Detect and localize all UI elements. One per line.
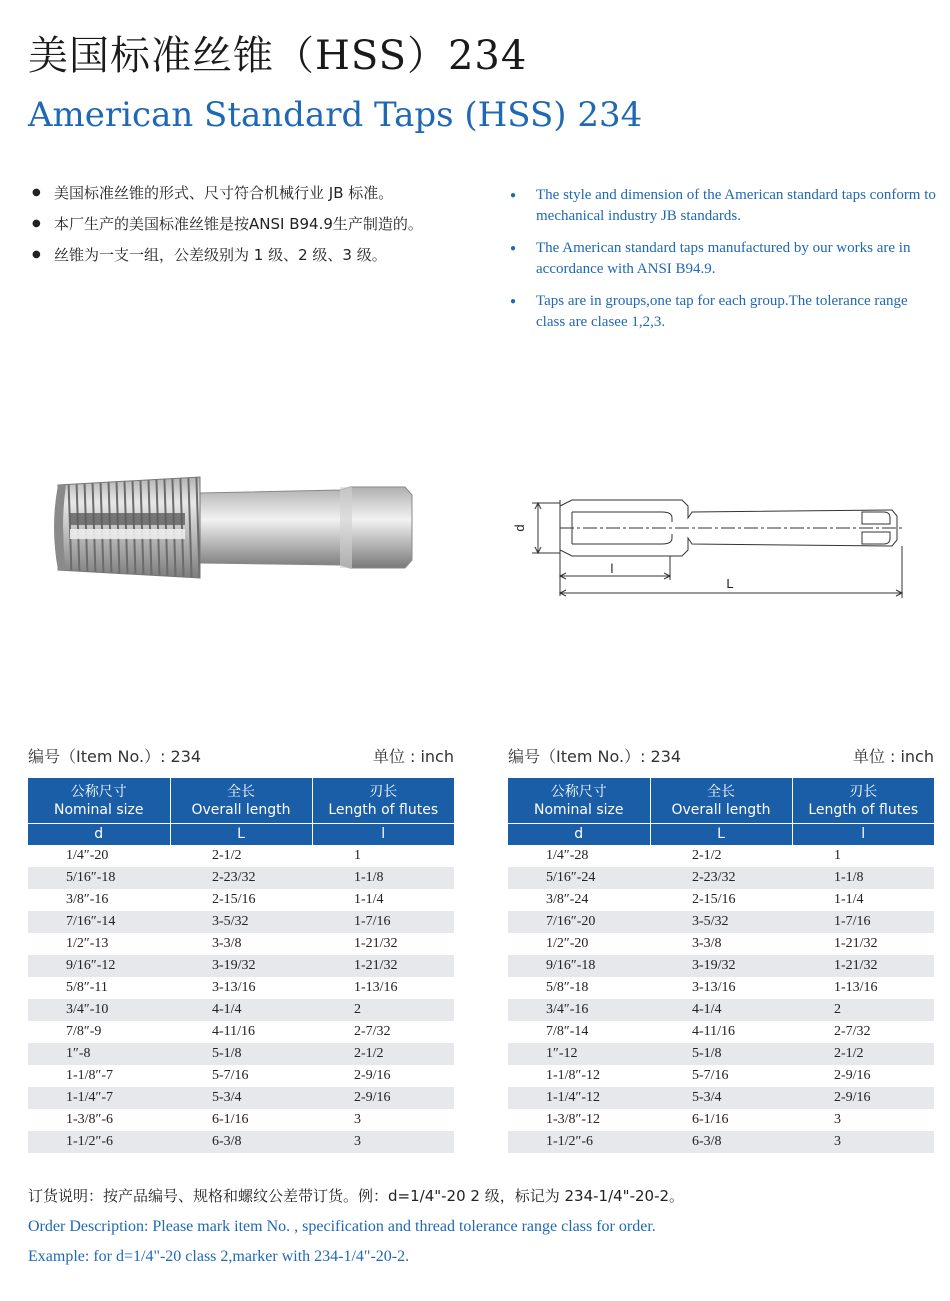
dimension-label-d: d <box>512 524 527 532</box>
unit-label: 单位 : inch <box>852 747 934 766</box>
table-row <box>508 999 934 1021</box>
col-header-flutes: 刃长 Length of flutes <box>792 778 934 824</box>
dimension-label-l: l <box>610 561 614 576</box>
order-example-en: Example: for d=1/4"-20 class 2,marker with 234-1/4"-20-2. <box>28 1248 410 1265</box>
cell-overall-length: 5-3/4 <box>650 1087 792 1109</box>
dimension-label-L: L <box>726 576 734 591</box>
cell-overall-length: 5-3/4 <box>170 1087 312 1109</box>
cell-flute-length: 1-13/16 <box>834 980 878 995</box>
cell-flute-length: 1-1/4 <box>354 892 384 907</box>
cell-flute-length: 1 <box>834 848 841 863</box>
table-row <box>508 889 934 911</box>
cell-nominal-size: 5/8″-11 <box>66 980 108 995</box>
cell-overall-length: 3-3/8 <box>692 936 722 951</box>
cell-flute-length: 2 <box>312 999 454 1021</box>
cell-overall-length: 2-15/16 <box>692 892 736 907</box>
col-symbol-d: d <box>508 824 650 846</box>
table-row <box>508 933 934 955</box>
cell-nominal-size: 7/16″-20 <box>508 911 650 933</box>
cell-flute-length: 3 <box>834 1112 841 1127</box>
cell-overall-length: 3-19/32 <box>170 955 312 977</box>
page-title-en: American Standard Taps (HSS) 234 <box>28 95 643 135</box>
cell-overall-length: 3-13/16 <box>212 980 256 995</box>
col-header-overall: 全长 Overall length <box>170 778 312 824</box>
cell-nominal-size: 3/8″-24 <box>546 892 589 907</box>
table-row <box>508 1043 934 1065</box>
table-row <box>28 1043 454 1065</box>
cell-overall-length: 2-23/32 <box>170 867 312 889</box>
cell-nominal-size: 1-1/8″-12 <box>546 1068 601 1083</box>
cell-overall-length: 5-1/8 <box>170 1043 312 1065</box>
table-row <box>508 845 934 867</box>
cell-nominal-size: 1-1/8″-7 <box>66 1068 114 1083</box>
table-row <box>508 1087 934 1109</box>
item-number-label: 编号（Item No.）: 234 <box>508 747 682 766</box>
cell-nominal-size: 1-1/2″-6 <box>28 1131 170 1153</box>
cell-overall-length: 6-1/16 <box>692 1112 729 1127</box>
order-description-cn: 订货说明：按产品编号、规格和螺纹公差带订货。例：d=1/4"-20 2 级，标记为 234-1/4"-20-2。 <box>28 1187 685 1205</box>
page-title-cn: 美国标准丝锥（HSS）234 <box>28 33 528 79</box>
cell-overall-length: 3-5/32 <box>650 911 792 933</box>
col-symbol-L: L <box>170 824 312 846</box>
table-row <box>508 911 934 933</box>
tap-technical-drawing <box>512 488 912 603</box>
feature-item-cn: ● 美国标准丝锥的形式、尺寸符合机械行业 JB 标准。 <box>28 183 468 203</box>
cell-flute-length: 2-9/16 <box>792 1087 934 1109</box>
cell-overall-length: 4-1/4 <box>170 999 312 1021</box>
cell-flute-length: 1-7/16 <box>792 911 934 933</box>
cell-nominal-size: 5/8″-18 <box>546 980 589 995</box>
table-row <box>508 955 934 977</box>
table-row <box>28 1021 454 1043</box>
cell-nominal-size: 1-1/2″-6 <box>508 1131 650 1153</box>
cell-nominal-size: 7/16″-14 <box>28 911 170 933</box>
cell-overall-length: 5-7/16 <box>212 1068 249 1083</box>
cell-nominal-size: 1-3/8″-12 <box>546 1112 601 1127</box>
cell-nominal-size: 1″-12 <box>508 1043 650 1065</box>
table-row <box>28 845 454 867</box>
table-row <box>28 1087 454 1109</box>
cell-flute-length: 1-7/16 <box>312 911 454 933</box>
cell-flute-length: 2-1/2 <box>792 1043 934 1065</box>
size-table-right <box>508 742 934 1153</box>
table-row <box>28 889 454 911</box>
cell-overall-length: 2-15/16 <box>212 892 256 907</box>
table-row <box>28 933 454 955</box>
feature-item-en: ● The style and dimension of the American standard taps conform to mechanical industry JB standards. <box>508 185 938 227</box>
cell-flute-length: 1-21/32 <box>834 936 878 951</box>
cell-overall-length: 5-7/16 <box>692 1068 729 1083</box>
cell-overall-length: 4-11/16 <box>212 1024 256 1039</box>
cell-flute-length: 1-21/32 <box>792 955 934 977</box>
table-row <box>28 999 454 1021</box>
cell-flute-length: 3 <box>792 1131 934 1153</box>
table-row <box>28 977 454 999</box>
table-row <box>28 1109 454 1131</box>
table-row <box>28 955 454 977</box>
cell-nominal-size: 3/8″-16 <box>66 892 109 907</box>
col-header-nominal: 公称尺寸 Nominal size <box>28 778 170 824</box>
cell-nominal-size: 1/2″-20 <box>546 936 589 951</box>
table-row <box>508 1131 934 1153</box>
col-symbol-l: l <box>792 824 934 846</box>
col-header-nominal: 公称尺寸 Nominal size <box>508 778 650 824</box>
cell-overall-length: 3-13/16 <box>692 980 736 995</box>
table-row <box>28 911 454 933</box>
cell-nominal-size: 3/4″-10 <box>28 999 170 1021</box>
table-row <box>508 1109 934 1131</box>
table-row <box>508 977 934 999</box>
table-row <box>28 1065 454 1087</box>
cell-flute-length: 2-9/16 <box>834 1068 871 1083</box>
cell-nominal-size: 5/16″-24 <box>508 867 650 889</box>
cell-nominal-size: 9/16″-18 <box>508 955 650 977</box>
unit-label: 单位 : inch <box>372 747 454 766</box>
cell-overall-length: 2-1/2 <box>212 848 242 863</box>
size-table <box>508 778 934 1153</box>
cell-nominal-size: 9/16″-12 <box>28 955 170 977</box>
cell-flute-length: 3 <box>312 1131 454 1153</box>
cell-nominal-size: 7/8″-14 <box>546 1024 589 1039</box>
cell-overall-length: 6-1/16 <box>212 1112 249 1127</box>
cell-flute-length: 2-9/16 <box>354 1068 391 1083</box>
cell-nominal-size: 1/4″-28 <box>546 848 589 863</box>
cell-flute-length: 2 <box>792 999 934 1021</box>
cell-flute-length: 1 <box>354 848 361 863</box>
cell-overall-length: 3-3/8 <box>212 936 242 951</box>
cell-overall-length: 2-23/32 <box>650 867 792 889</box>
cell-nominal-size: 1/4″-20 <box>66 848 109 863</box>
table-row <box>28 1131 454 1153</box>
tap-photo <box>50 465 430 590</box>
cell-flute-length: 1-21/32 <box>354 936 398 951</box>
size-table <box>28 778 454 1153</box>
cell-overall-length: 4-1/4 <box>650 999 792 1021</box>
cell-nominal-size: 1″-8 <box>28 1043 170 1065</box>
cell-overall-length: 2-1/2 <box>692 848 722 863</box>
cell-nominal-size: 1-1/4″-7 <box>28 1087 170 1109</box>
cell-flute-length: 1-1/8 <box>312 867 454 889</box>
cell-nominal-size: 1/2″-13 <box>66 936 109 951</box>
cell-flute-length: 1-13/16 <box>354 980 398 995</box>
cell-flute-length: 2-1/2 <box>312 1043 454 1065</box>
cell-overall-length: 6-3/8 <box>170 1131 312 1153</box>
item-number-label: 编号（Item No.）: 234 <box>28 747 202 766</box>
col-symbol-l: l <box>312 824 454 846</box>
feature-list-cn <box>28 183 468 276</box>
table-row <box>508 1065 934 1087</box>
cell-overall-length: 6-3/8 <box>650 1131 792 1153</box>
cell-flute-length: 3 <box>354 1112 361 1127</box>
feature-item-cn: ● 本厂生产的美国标准丝锥是按ANSI B94.9生产制造的。 <box>28 214 468 234</box>
cell-nominal-size: 1-1/4″-12 <box>508 1087 650 1109</box>
cell-flute-length: 2-7/32 <box>354 1024 391 1039</box>
cell-overall-length: 4-11/16 <box>692 1024 736 1039</box>
table-row <box>28 867 454 889</box>
feature-item-en: ● Taps are in groups,one tap for each group.The tolerance range class are clasee 1,2,3. <box>508 291 938 333</box>
order-description-en: Order Description: Please mark item No. , specification and thread tolerance range class for order. <box>28 1218 656 1235</box>
cell-nominal-size: 1-3/8″-6 <box>66 1112 114 1127</box>
col-symbol-L: L <box>650 824 792 846</box>
cell-overall-length: 5-1/8 <box>650 1043 792 1065</box>
cell-flute-length: 1-1/4 <box>834 892 864 907</box>
table-row <box>508 1021 934 1043</box>
cell-nominal-size: 3/4″-16 <box>508 999 650 1021</box>
cell-overall-length: 3-5/32 <box>170 911 312 933</box>
cell-overall-length: 3-19/32 <box>650 955 792 977</box>
col-header-flutes: 刃长 Length of flutes <box>312 778 454 824</box>
table-row <box>508 867 934 889</box>
col-header-overall: 全长 Overall length <box>650 778 792 824</box>
cell-flute-length: 2-7/32 <box>834 1024 871 1039</box>
cell-flute-length: 2-9/16 <box>312 1087 454 1109</box>
feature-item-cn: ● 丝锥为一支一组，公差级别为 1 级、2 级、3 级。 <box>28 245 468 265</box>
col-symbol-d: d <box>28 824 170 846</box>
size-table-left <box>28 742 454 1153</box>
feature-item-en: ● The American standard taps manufactured by our works are in accordance with ANSI B94.9. <box>508 238 938 280</box>
feature-list-en <box>508 185 938 344</box>
cell-nominal-size: 7/8″-9 <box>66 1024 102 1039</box>
cell-nominal-size: 5/16″-18 <box>28 867 170 889</box>
cell-flute-length: 1-21/32 <box>312 955 454 977</box>
cell-flute-length: 1-1/8 <box>792 867 934 889</box>
